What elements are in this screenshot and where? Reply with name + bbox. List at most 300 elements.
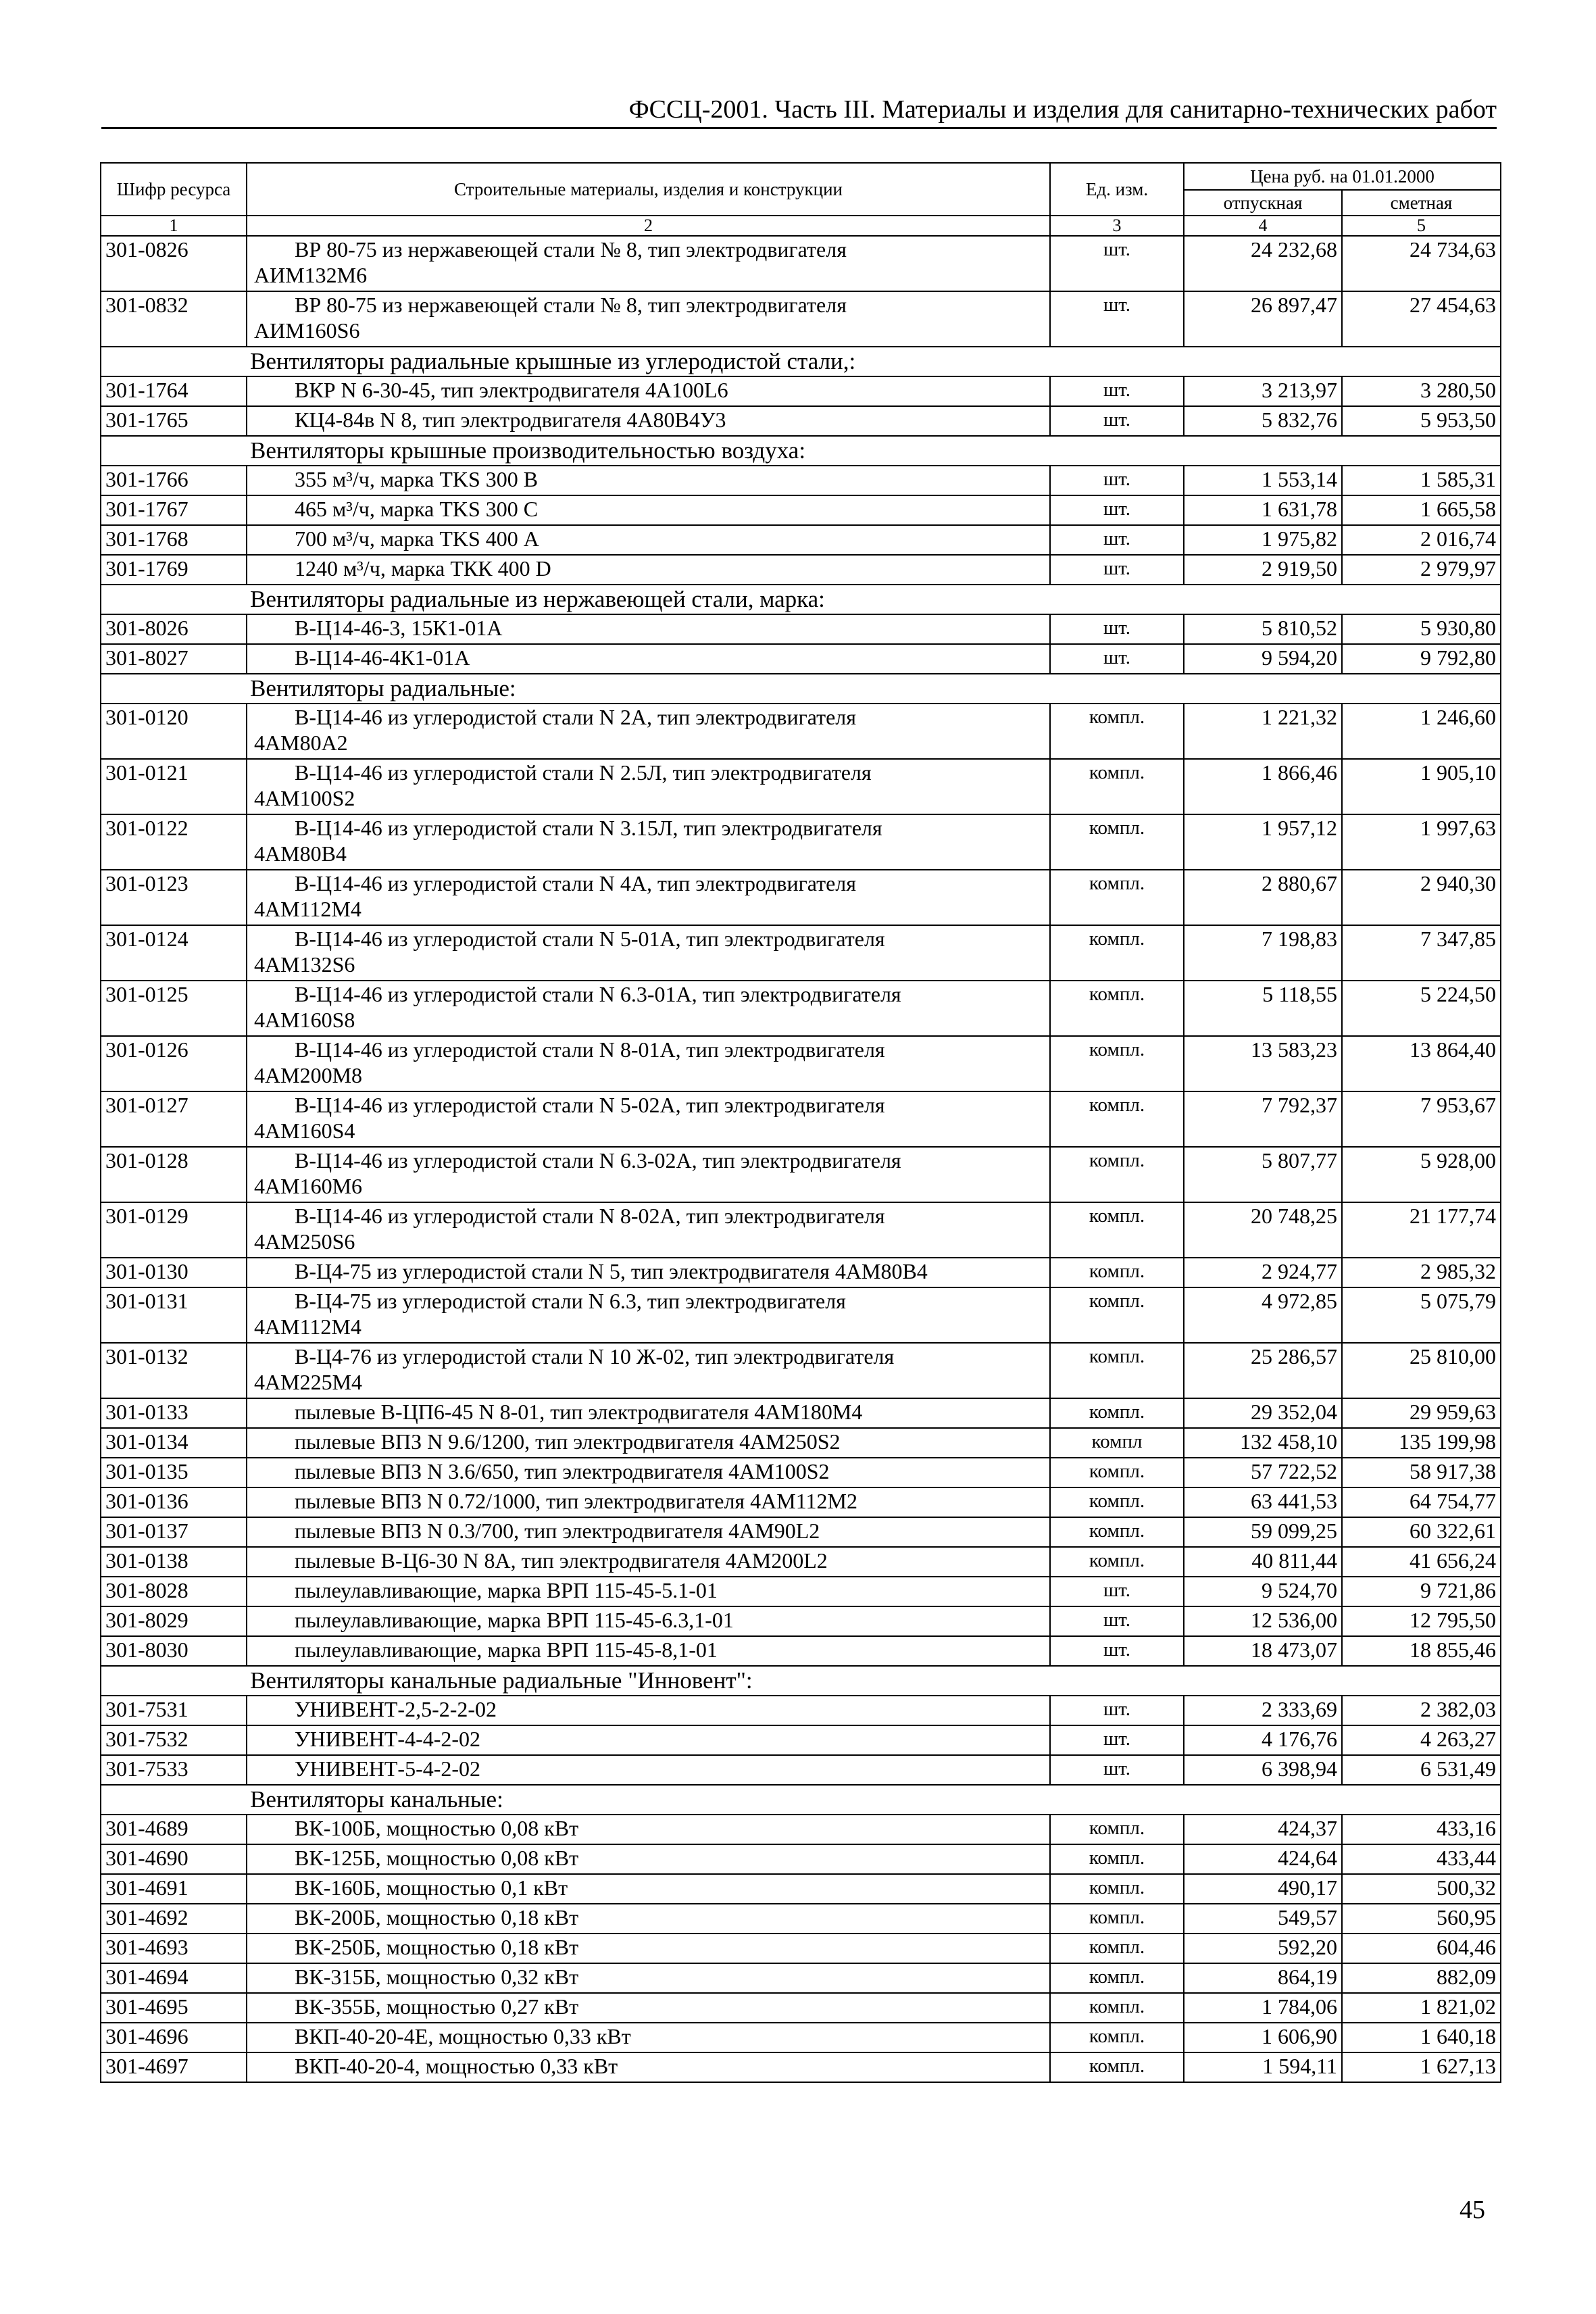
item-name	[247, 376, 1050, 406]
price-estimate: 25 810,00	[1342, 1343, 1501, 1398]
col-number: 5	[1342, 216, 1501, 236]
item-name-continuation: 4АМ100S2	[254, 786, 355, 810]
price-release: 2 919,50	[1184, 555, 1342, 585]
resource-code: 301-4694	[101, 1963, 247, 1993]
item-name	[247, 495, 1050, 525]
item-name-text: ВК-355Б, мощностью 0,27 кВт	[295, 1994, 579, 2019]
unit: компл.	[1050, 1547, 1184, 1577]
resource-code: 301-4690	[101, 1844, 247, 1874]
table-row	[101, 1091, 1501, 1147]
price-estimate: 500,32	[1342, 1874, 1501, 1904]
item-name	[247, 406, 1050, 436]
item-name-text: ВК-160Б, мощностью 0,1 кВт	[295, 1875, 568, 1900]
table-row	[101, 1147, 1501, 1202]
resource-code: 301-0120	[101, 704, 247, 759]
item-name	[247, 1696, 1050, 1725]
col-header-unit: Ед. изм.	[1050, 163, 1184, 216]
item-name-continuation: 4АМ160S4	[254, 1118, 355, 1143]
table-row	[101, 759, 1501, 814]
price-estimate: 2 382,03	[1342, 1696, 1501, 1725]
resource-code: 301-1766	[101, 466, 247, 495]
price-estimate: 604,46	[1342, 1934, 1501, 1963]
resource-code: 301-1769	[101, 555, 247, 585]
unit: шт.	[1050, 1636, 1184, 1666]
table-row	[101, 1755, 1501, 1785]
item-name	[247, 1755, 1050, 1785]
resource-code: 301-4691	[101, 1874, 247, 1904]
table-row	[101, 1202, 1501, 1258]
resource-code: 301-4697	[101, 2052, 247, 2082]
item-name-text: пылевые ВПЗ N 3.6/650, тип электродвигателя 4АМ100S2	[295, 1459, 830, 1483]
price-release: 549,57	[1184, 1904, 1342, 1934]
item-name	[247, 236, 1050, 291]
price-estimate: 24 734,63	[1342, 236, 1501, 291]
resource-code: 301-0135	[101, 1458, 247, 1487]
item-name	[247, 1636, 1050, 1666]
item-name-text: пылеулавливающие, марка ВРП 115-45-5.1-01	[295, 1578, 718, 1602]
item-name-text: ВК-315Б, мощностью 0,32 кВт	[295, 1965, 579, 1989]
price-release: 1 866,46	[1184, 759, 1342, 814]
price-release: 12 536,00	[1184, 1606, 1342, 1636]
price-estimate: 5 928,00	[1342, 1147, 1501, 1202]
item-name-text: ВР 80-75 из нержавеющей стали № 8, тип электродвигателя	[295, 237, 847, 262]
table-row	[101, 1036, 1501, 1091]
item-name-text: 465 м³/ч, марка TKS 300 С	[295, 497, 539, 521]
price-estimate: 9 721,86	[1342, 1577, 1501, 1606]
item-name-text: В-Ц14-46-3, 15К1-01А	[295, 616, 503, 640]
price-estimate: 5 953,50	[1342, 406, 1501, 436]
table-row	[101, 1458, 1501, 1487]
price-release: 490,17	[1184, 1874, 1342, 1904]
item-name-text: В-Ц14-46 из углеродистой стали N 4А, тип электродвигателя	[295, 871, 856, 895]
item-name	[247, 291, 1050, 347]
unit: шт.	[1050, 466, 1184, 495]
unit: компл.	[1050, 814, 1184, 870]
item-name	[247, 1458, 1050, 1487]
group-heading-row	[101, 674, 1501, 704]
unit: компл.	[1050, 704, 1184, 759]
item-name	[247, 555, 1050, 585]
table-row	[101, 704, 1501, 759]
price-estimate: 5 224,50	[1342, 981, 1501, 1036]
table-row	[101, 1904, 1501, 1934]
table-row	[101, 1487, 1501, 1517]
item-name-text: В-Ц14-46-4К1-01А	[295, 645, 470, 670]
table-row	[101, 1343, 1501, 1398]
unit: компл.	[1050, 2023, 1184, 2052]
table-row	[101, 925, 1501, 981]
price-estimate: 1 246,60	[1342, 704, 1501, 759]
resource-code: 301-8028	[101, 1577, 247, 1606]
item-name	[247, 1577, 1050, 1606]
resource-code: 301-8029	[101, 1606, 247, 1636]
unit: компл.	[1050, 1147, 1184, 1202]
unit: шт.	[1050, 1755, 1184, 1785]
group-heading: Вентиляторы канальные:	[101, 1785, 1501, 1815]
price-release: 1 606,90	[1184, 2023, 1342, 2052]
item-name-text: ВК-200Б, мощностью 0,18 кВт	[295, 1905, 579, 1929]
item-name-text: В-Ц14-46 из углеродистой стали N 2А, тип электродвигателя	[295, 705, 856, 729]
price-release: 6 398,94	[1184, 1755, 1342, 1785]
table-row	[101, 870, 1501, 925]
item-name	[247, 2052, 1050, 2082]
item-name-text: 1240 м³/ч, марка ТКК 400 D	[295, 556, 551, 581]
item-name-text: ВР 80-75 из нержавеющей стали № 8, тип электродвигателя	[295, 293, 847, 317]
table-row	[101, 1844, 1501, 1874]
price-release: 29 352,04	[1184, 1398, 1342, 1428]
item-name	[247, 1517, 1050, 1547]
table-row	[101, 291, 1501, 347]
resource-code: 301-4689	[101, 1815, 247, 1844]
resource-code: 301-0138	[101, 1547, 247, 1577]
item-name-text: В-Ц4-76 из углеродистой стали N 10 Ж-02, тип электродвигателя	[295, 1344, 895, 1369]
item-name-text: ВК-250Б, мощностью 0,18 кВт	[295, 1935, 579, 1959]
item-name-text: В-Ц14-46 из углеродистой стали N 8-01А, тип электродвигателя	[295, 1037, 885, 1062]
price-estimate: 21 177,74	[1342, 1202, 1501, 1258]
item-name-text: ВК-125Б, мощностью 0,08 кВт	[295, 1846, 579, 1870]
item-name-text: ВКР N 6-30-45, тип электродвигателя 4А100L6	[295, 378, 728, 402]
item-name	[247, 466, 1050, 495]
price-release: 40 811,44	[1184, 1547, 1342, 1577]
resource-code: 301-1765	[101, 406, 247, 436]
price-estimate: 7 347,85	[1342, 925, 1501, 981]
price-release: 3 213,97	[1184, 376, 1342, 406]
unit: компл.	[1050, 1517, 1184, 1547]
item-name-text: ВКП-40-20-4Е, мощностью 0,33 кВт	[295, 2024, 631, 2048]
unit: компл.	[1050, 1874, 1184, 1904]
item-name-text: пылевые В-Ц6-30 N 8А, тип электродвигателя 4АМ200L2	[295, 1548, 828, 1573]
item-name-continuation: 4АМ112М4	[254, 897, 361, 921]
item-name-text: В-Ц4-75 из углеродистой стали N 6.3, тип электродвигателя	[295, 1289, 846, 1313]
group-heading: Вентиляторы канальные радиальные "Инновент":	[101, 1666, 1501, 1696]
resource-code: 301-0832	[101, 291, 247, 347]
group-heading-row	[101, 585, 1501, 614]
table-row	[101, 495, 1501, 525]
price-release: 1 221,32	[1184, 704, 1342, 759]
item-name-continuation: АИМ132М6	[254, 263, 368, 287]
item-name-text: пылевые ВПЗ N 0.72/1000, тип электродвигателя 4АМ112М2	[295, 1489, 857, 1513]
column-numbers-row	[101, 216, 1501, 236]
group-heading-row	[101, 1666, 1501, 1696]
item-name	[247, 1993, 1050, 2023]
price-table	[100, 162, 1501, 2083]
item-name	[247, 814, 1050, 870]
price-release: 424,37	[1184, 1815, 1342, 1844]
page-number: 45	[1460, 2196, 1485, 2224]
item-name	[247, 1547, 1050, 1577]
item-name-text: В-Ц4-75 из углеродистой стали N 5, тип электродвигателя 4АМ80В4	[295, 1259, 928, 1283]
price-release: 7 198,83	[1184, 925, 1342, 981]
price-release: 5 807,77	[1184, 1147, 1342, 1202]
col-header-code: Шифр ресурса	[101, 163, 247, 216]
resource-code: 301-1767	[101, 495, 247, 525]
price-estimate: 29 959,63	[1342, 1398, 1501, 1428]
unit: компл.	[1050, 1904, 1184, 1934]
price-release: 592,20	[1184, 1934, 1342, 1963]
unit: компл.	[1050, 1398, 1184, 1428]
item-name-continuation: 4АМ200М8	[254, 1063, 363, 1087]
price-estimate: 12 795,50	[1342, 1606, 1501, 1636]
table-row	[101, 1398, 1501, 1428]
resource-code: 301-7531	[101, 1696, 247, 1725]
table-row	[101, 1963, 1501, 1993]
table-row	[101, 1636, 1501, 1666]
item-name-text: В-Ц14-46 из углеродистой стали N 5-02А, тип электродвигателя	[295, 1093, 885, 1117]
table-row	[101, 525, 1501, 555]
page-header: ФССЦ-2001. Часть III. Материалы и изделия для санитарно-технических работ	[101, 93, 1497, 129]
item-name-text: В-Ц14-46 из углеродистой стали N 6.3-01А, тип электродвигателя	[295, 982, 901, 1006]
group-heading: Вентиляторы радиальные из нержавеющей стали, марка:	[101, 585, 1501, 614]
item-name-text: УНИВЕНТ-5-4-2-02	[295, 1756, 481, 1781]
unit: компл.	[1050, 1202, 1184, 1258]
item-name	[247, 1343, 1050, 1398]
unit: шт.	[1050, 1696, 1184, 1725]
item-name-text: пылевые ВПЗ N 0.3/700, тип электродвигателя 4АМ90L2	[295, 1519, 820, 1543]
price-estimate: 882,09	[1342, 1963, 1501, 1993]
item-name-text: В-Ц14-46 из углеродистой стали N 8-02А, тип электродвигателя	[295, 1204, 885, 1228]
table-row	[101, 1577, 1501, 1606]
table-row	[101, 466, 1501, 495]
price-release: 20 748,25	[1184, 1202, 1342, 1258]
price-estimate: 2 940,30	[1342, 870, 1501, 925]
table-row	[101, 644, 1501, 674]
unit: компл.	[1050, 1036, 1184, 1091]
price-release: 5 118,55	[1184, 981, 1342, 1036]
item-name-text: В-Ц14-46 из углеродистой стали N 6.3-02А, тип электродвигателя	[295, 1148, 901, 1173]
unit: шт.	[1050, 1725, 1184, 1755]
item-name	[247, 1428, 1050, 1458]
price-release: 7 792,37	[1184, 1091, 1342, 1147]
resource-code: 301-0125	[101, 981, 247, 1036]
price-estimate: 1 640,18	[1342, 2023, 1501, 2052]
table-row	[101, 981, 1501, 1036]
item-name	[247, 759, 1050, 814]
table-row	[101, 1874, 1501, 1904]
price-estimate: 7 953,67	[1342, 1091, 1501, 1147]
unit: шт.	[1050, 1606, 1184, 1636]
price-estimate: 1 997,63	[1342, 814, 1501, 870]
item-name	[247, 704, 1050, 759]
unit: компл.	[1050, 1844, 1184, 1874]
item-name	[247, 981, 1050, 1036]
unit: шт.	[1050, 495, 1184, 525]
price-release: 2 333,69	[1184, 1696, 1342, 1725]
col-number: 2	[247, 216, 1050, 236]
item-name	[247, 1904, 1050, 1934]
price-release: 5 832,76	[1184, 406, 1342, 436]
item-name-continuation: АИМ160S6	[254, 318, 360, 343]
item-name	[247, 1934, 1050, 1963]
unit: компл.	[1050, 1993, 1184, 2023]
item-name	[247, 1963, 1050, 1993]
table-row	[101, 1696, 1501, 1725]
item-name-continuation: 4АМ112М4	[254, 1314, 361, 1339]
price-release: 132 458,10	[1184, 1428, 1342, 1458]
price-estimate: 6 531,49	[1342, 1755, 1501, 1785]
item-name	[247, 1258, 1050, 1287]
item-name	[247, 1815, 1050, 1844]
price-estimate: 1 665,58	[1342, 495, 1501, 525]
item-name	[247, 1606, 1050, 1636]
resource-code: 301-0127	[101, 1091, 247, 1147]
item-name	[247, 525, 1050, 555]
unit: компл.	[1050, 925, 1184, 981]
table-row	[101, 1547, 1501, 1577]
group-heading-row	[101, 1785, 1501, 1815]
price-release: 864,19	[1184, 1963, 1342, 1993]
price-release: 2 880,67	[1184, 870, 1342, 925]
item-name	[247, 1147, 1050, 1202]
col-header-release: отпускная	[1184, 190, 1342, 216]
item-name	[247, 1036, 1050, 1091]
unit: шт.	[1050, 644, 1184, 674]
price-release: 1 784,06	[1184, 1993, 1342, 2023]
unit: шт.	[1050, 376, 1184, 406]
price-release: 18 473,07	[1184, 1636, 1342, 1666]
unit: шт.	[1050, 236, 1184, 291]
price-release: 1 957,12	[1184, 814, 1342, 870]
price-release: 26 897,47	[1184, 291, 1342, 347]
item-name	[247, 1487, 1050, 1517]
table-row	[101, 1725, 1501, 1755]
item-name-text: УНИВЕНТ-2,5-2-2-02	[295, 1697, 497, 1721]
resource-code: 301-8027	[101, 644, 247, 674]
table-body	[101, 236, 1501, 2082]
price-estimate: 1 627,13	[1342, 2052, 1501, 2082]
price-release: 4 176,76	[1184, 1725, 1342, 1755]
resource-code: 301-0128	[101, 1147, 247, 1202]
table-row	[101, 614, 1501, 644]
table-row	[101, 555, 1501, 585]
table-row	[101, 1815, 1501, 1844]
price-release: 25 286,57	[1184, 1343, 1342, 1398]
resource-code: 301-0130	[101, 1258, 247, 1287]
item-name	[247, 644, 1050, 674]
table-row	[101, 2052, 1501, 2082]
unit: компл.	[1050, 1815, 1184, 1844]
price-estimate: 60 322,61	[1342, 1517, 1501, 1547]
price-release: 1 553,14	[1184, 466, 1342, 495]
item-name-continuation: 4АМ250S6	[254, 1229, 355, 1254]
table-row	[101, 1934, 1501, 1963]
table-row	[101, 1606, 1501, 1636]
item-name-text: УНИВЕНТ-4-4-2-02	[295, 1727, 481, 1751]
price-release: 5 810,52	[1184, 614, 1342, 644]
resource-code: 301-0124	[101, 925, 247, 981]
resource-code: 301-0131	[101, 1287, 247, 1343]
item-name	[247, 1202, 1050, 1258]
item-name-text: ВК-100Б, мощностью 0,08 кВт	[295, 1816, 579, 1840]
col-header-price: Цена руб. на 01.01.2000	[1184, 163, 1501, 190]
resource-code: 301-7532	[101, 1725, 247, 1755]
unit: компл.	[1050, 1963, 1184, 1993]
item-name	[247, 870, 1050, 925]
unit: шт.	[1050, 1577, 1184, 1606]
item-name-continuation: 4АМ225М4	[254, 1370, 363, 1394]
table-row	[101, 1287, 1501, 1343]
price-estimate: 3 280,50	[1342, 376, 1501, 406]
item-name-continuation: 4АМ160S8	[254, 1008, 355, 1032]
table-row	[101, 1517, 1501, 1547]
price-release: 1 975,82	[1184, 525, 1342, 555]
price-estimate: 4 263,27	[1342, 1725, 1501, 1755]
unit: шт.	[1050, 291, 1184, 347]
resource-code: 301-0137	[101, 1517, 247, 1547]
table-row	[101, 814, 1501, 870]
unit: шт.	[1050, 406, 1184, 436]
price-estimate: 5 930,80	[1342, 614, 1501, 644]
resource-code: 301-7533	[101, 1755, 247, 1785]
resource-code: 301-8030	[101, 1636, 247, 1666]
price-estimate: 27 454,63	[1342, 291, 1501, 347]
resource-code: 301-0136	[101, 1487, 247, 1517]
price-release: 1 631,78	[1184, 495, 1342, 525]
unit: компл.	[1050, 981, 1184, 1036]
resource-code: 301-0826	[101, 236, 247, 291]
item-name-text: пылеулавливающие, марка ВРП 115-45-6.3,1-01	[295, 1608, 734, 1632]
price-estimate: 2 985,32	[1342, 1258, 1501, 1287]
unit: компл.	[1050, 2052, 1184, 2082]
price-release: 4 972,85	[1184, 1287, 1342, 1343]
unit: шт.	[1050, 525, 1184, 555]
table-row	[101, 236, 1501, 291]
price-estimate: 433,16	[1342, 1815, 1501, 1844]
col-number: 1	[101, 216, 247, 236]
resource-code: 301-4696	[101, 2023, 247, 2052]
price-estimate: 2 016,74	[1342, 525, 1501, 555]
table-row	[101, 1258, 1501, 1287]
item-name	[247, 1398, 1050, 1428]
item-name-continuation: 4АМ80А2	[254, 731, 348, 755]
item-name-text: В-Ц14-46 из углеродистой стали N 3.15Л, тип электродвигателя	[295, 816, 882, 840]
item-name-text: 355 м³/ч, марка TKS 300 В	[295, 467, 539, 491]
price-estimate: 13 864,40	[1342, 1036, 1501, 1091]
price-release: 9 594,20	[1184, 644, 1342, 674]
group-heading-row	[101, 436, 1501, 466]
item-name	[247, 1844, 1050, 1874]
resource-code: 301-0132	[101, 1343, 247, 1398]
item-name	[247, 1725, 1050, 1755]
price-estimate: 1 585,31	[1342, 466, 1501, 495]
unit: компл.	[1050, 1287, 1184, 1343]
price-estimate: 64 754,77	[1342, 1487, 1501, 1517]
item-name-text: ВКП-40-20-4, мощностью 0,33 кВт	[295, 2054, 618, 2078]
resource-code: 301-1764	[101, 376, 247, 406]
resource-code: 301-0123	[101, 870, 247, 925]
unit: компл.	[1050, 1487, 1184, 1517]
price-release: 424,64	[1184, 1844, 1342, 1874]
table-row	[101, 376, 1501, 406]
price-estimate: 9 792,80	[1342, 644, 1501, 674]
item-name	[247, 2023, 1050, 2052]
price-estimate: 135 199,98	[1342, 1428, 1501, 1458]
item-name-text: пылевые ВПЗ N 9.6/1200, тип электродвигателя 4АМ250S2	[295, 1429, 841, 1454]
price-estimate: 560,95	[1342, 1904, 1501, 1934]
resource-code: 301-1768	[101, 525, 247, 555]
item-name-continuation: 4АМ80В4	[254, 841, 347, 866]
price-release: 1 594,11	[1184, 2052, 1342, 2082]
table-row	[101, 1428, 1501, 1458]
table-row	[101, 406, 1501, 436]
item-name	[247, 1091, 1050, 1147]
item-name-text: КЦ4-84в N 8, тип электродвигателя 4А80В4У3	[295, 408, 726, 432]
group-heading-row	[101, 347, 1501, 376]
resource-code: 301-0121	[101, 759, 247, 814]
price-release: 57 722,52	[1184, 1458, 1342, 1487]
item-name-text: В-Ц14-46 из углеродистой стали N 2.5Л, тип электродвигателя	[295, 760, 872, 785]
item-name	[247, 1874, 1050, 1904]
price-estimate: 58 917,38	[1342, 1458, 1501, 1487]
